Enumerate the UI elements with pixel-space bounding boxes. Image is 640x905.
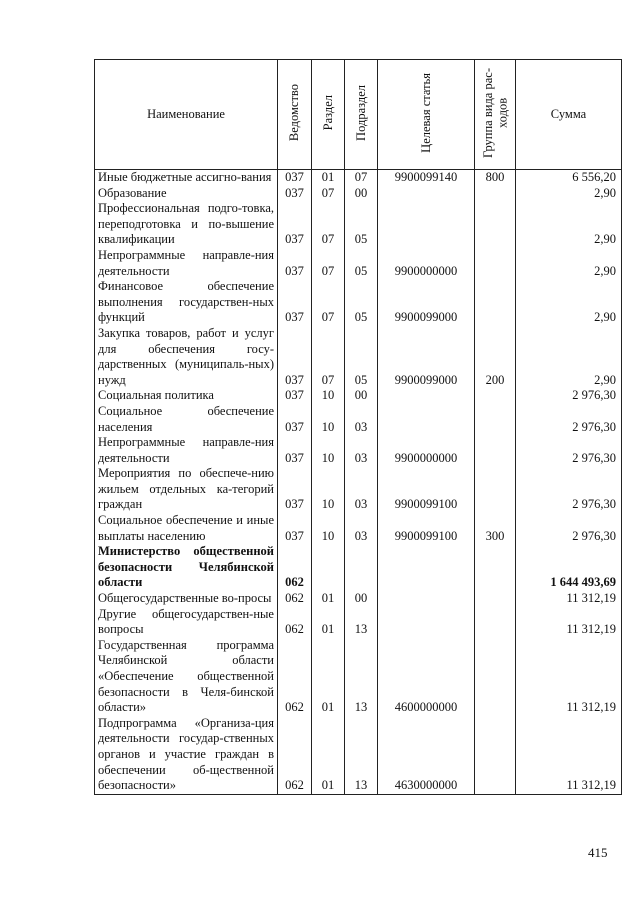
row-expense-group-cell: 300 [475, 513, 516, 544]
row-amount-cell: 2,90 [516, 279, 622, 326]
row-expense-group-cell [475, 186, 516, 202]
row-amount-cell: 11 312,19 [516, 607, 622, 638]
table-row [95, 435, 622, 466]
row-name-cell: Государственная программа Челябинской области «Обеспечение общественной безопасности в Челя-бинской области» [95, 638, 278, 716]
row-section-cell: 10 [312, 466, 345, 513]
header-expense-group: Группа вида рас- ходов [475, 60, 516, 170]
page-number: 415 [588, 845, 608, 860]
row-amount-cell: 2 976,30 [516, 513, 622, 544]
header-subsection: Подраздел [345, 60, 378, 170]
row-target-cell: 9900099000 [378, 326, 475, 388]
row-name-cell: Общегосударственные во-просы [95, 591, 278, 607]
table-row [95, 607, 622, 638]
row-name-cell: Профессиональная подго-товка, переподготовка и по-вышение квалификации [95, 201, 278, 248]
row-department-cell: 037 [278, 326, 312, 388]
row-section-cell: 07 [312, 248, 345, 279]
row-subsection-cell: 13 [345, 638, 378, 716]
table-row [95, 186, 622, 202]
table-row [95, 591, 622, 607]
table-body [95, 170, 622, 795]
row-amount-cell: 2,90 [516, 326, 622, 388]
row-amount-cell: 11 312,19 [516, 716, 622, 794]
header-target: Целевая статья [378, 60, 475, 170]
row-name-cell: Социальная политика [95, 388, 278, 404]
row-department-cell: 037 [278, 435, 312, 466]
row-expense-group-cell [475, 716, 516, 794]
table-row [95, 279, 622, 326]
row-department-cell: 062 [278, 544, 312, 591]
header-section: Раздел [312, 60, 345, 170]
row-subsection-cell: 05 [345, 326, 378, 388]
table-row [95, 170, 622, 186]
row-subsection-cell: 05 [345, 279, 378, 326]
row-target-cell [378, 201, 475, 248]
row-department-cell: 062 [278, 591, 312, 607]
table-row [95, 201, 622, 248]
row-target-cell: 4600000000 [378, 638, 475, 716]
row-target-cell: 9900099140 [378, 170, 475, 186]
row-expense-group-cell [475, 607, 516, 638]
table-row [95, 388, 622, 404]
row-expense-group-cell [475, 544, 516, 591]
row-subsection-cell: 05 [345, 201, 378, 248]
row-subsection-cell: 03 [345, 435, 378, 466]
table-row [95, 466, 622, 513]
row-section-cell: 01 [312, 716, 345, 794]
row-expense-group-cell [475, 279, 516, 326]
row-target-cell [378, 607, 475, 638]
row-section-cell: 01 [312, 591, 345, 607]
row-amount-cell: 6 556,20 [516, 170, 622, 186]
row-expense-group-cell [475, 591, 516, 607]
row-subsection-cell: 03 [345, 513, 378, 544]
row-expense-group-cell: 200 [475, 326, 516, 388]
row-amount-cell: 11 312,19 [516, 638, 622, 716]
row-target-cell [378, 388, 475, 404]
row-expense-group-cell [475, 435, 516, 466]
row-department-cell: 037 [278, 513, 312, 544]
row-section-cell: 10 [312, 513, 345, 544]
row-section-cell: 07 [312, 201, 345, 248]
row-amount-cell: 2,90 [516, 201, 622, 248]
row-expense-group-cell [475, 201, 516, 248]
row-section-cell: 01 [312, 170, 345, 186]
row-amount-cell: 2,90 [516, 186, 622, 202]
row-amount-cell: 2 976,30 [516, 466, 622, 513]
table-header [95, 60, 622, 170]
row-name-cell: Другие общегосударствен-ные вопросы [95, 607, 278, 638]
row-target-cell: 9900000000 [378, 248, 475, 279]
row-section-cell: 10 [312, 404, 345, 435]
row-subsection-cell: 13 [345, 607, 378, 638]
row-expense-group-cell [475, 466, 516, 513]
table-row [95, 326, 622, 388]
row-name-cell: Социальное обеспечение и иные выплаты населению [95, 513, 278, 544]
row-section-cell: 01 [312, 638, 345, 716]
row-department-cell: 037 [278, 170, 312, 186]
row-department-cell: 037 [278, 388, 312, 404]
row-department-cell: 037 [278, 201, 312, 248]
row-amount-cell: 1 644 493,69 [516, 544, 622, 591]
row-subsection-cell [345, 544, 378, 591]
table-row [95, 513, 622, 544]
row-department-cell: 037 [278, 404, 312, 435]
row-expense-group-cell [475, 248, 516, 279]
row-target-cell [378, 591, 475, 607]
table-row [95, 716, 622, 794]
row-department-cell: 037 [278, 248, 312, 279]
row-subsection-cell: 00 [345, 591, 378, 607]
row-amount-cell: 2 976,30 [516, 435, 622, 466]
row-target-cell: 9900099100 [378, 466, 475, 513]
row-department-cell: 062 [278, 607, 312, 638]
row-section-cell: 07 [312, 186, 345, 202]
table-row [95, 638, 622, 716]
row-amount-cell: 11 312,19 [516, 591, 622, 607]
row-subsection-cell: 07 [345, 170, 378, 186]
row-name-cell: Министерство общественной безопасности Челябинской области [95, 544, 278, 591]
row-section-cell: 07 [312, 326, 345, 388]
row-target-cell [378, 186, 475, 202]
row-amount-cell: 2,90 [516, 248, 622, 279]
row-section-cell: 01 [312, 607, 345, 638]
row-section-cell: 07 [312, 279, 345, 326]
row-target-cell [378, 404, 475, 435]
row-target-cell: 9900099100 [378, 513, 475, 544]
row-expense-group-cell [475, 638, 516, 716]
row-department-cell: 037 [278, 466, 312, 513]
row-subsection-cell: 00 [345, 186, 378, 202]
row-amount-cell: 2 976,30 [516, 388, 622, 404]
row-expense-group-cell [475, 388, 516, 404]
row-department-cell: 037 [278, 186, 312, 202]
budget-table [94, 59, 622, 795]
row-department-cell: 062 [278, 638, 312, 716]
row-name-cell: Образование [95, 186, 278, 202]
row-name-cell: Непрограммные направле-ния деятельности [95, 435, 278, 466]
row-section-cell: 10 [312, 435, 345, 466]
header-name: Наименование [95, 60, 278, 170]
row-name-cell: Иные бюджетные ассигно-вания [95, 170, 278, 186]
row-amount-cell: 2 976,30 [516, 404, 622, 435]
row-expense-group-cell: 800 [475, 170, 516, 186]
row-name-cell: Социальное обеспечение населения [95, 404, 278, 435]
row-subsection-cell: 13 [345, 716, 378, 794]
row-subsection-cell: 00 [345, 388, 378, 404]
table-row [95, 544, 622, 591]
table-row [95, 248, 622, 279]
row-name-cell: Финансовое обеспечение выполнения государствен-ных функций [95, 279, 278, 326]
row-name-cell: Закупка товаров, работ и услуг для обеспечения госу-дарственных (муниципаль-ных) нужд [95, 326, 278, 388]
table-row [95, 404, 622, 435]
header-amount: Сумма [516, 60, 622, 170]
row-subsection-cell: 03 [345, 466, 378, 513]
row-subsection-cell: 05 [345, 248, 378, 279]
header-department: Ведомство [278, 60, 312, 170]
row-name-cell: Непрограммные направле-ния деятельности [95, 248, 278, 279]
row-section-cell: 10 [312, 388, 345, 404]
row-section-cell [312, 544, 345, 591]
row-target-cell: 4630000000 [378, 716, 475, 794]
row-department-cell: 037 [278, 279, 312, 326]
row-subsection-cell: 03 [345, 404, 378, 435]
row-name-cell: Подпрограмма «Организа-ция деятельности государ-ственных органов и участие граждан в обеспечении об-щественной безопасности» [95, 716, 278, 794]
row-department-cell: 062 [278, 716, 312, 794]
row-target-cell: 9900099000 [378, 279, 475, 326]
row-target-cell: 9900000000 [378, 435, 475, 466]
row-expense-group-cell [475, 404, 516, 435]
row-name-cell: Мероприятия по обеспече-нию жильем отдельных ка-тегорий граждан [95, 466, 278, 513]
row-target-cell [378, 544, 475, 591]
